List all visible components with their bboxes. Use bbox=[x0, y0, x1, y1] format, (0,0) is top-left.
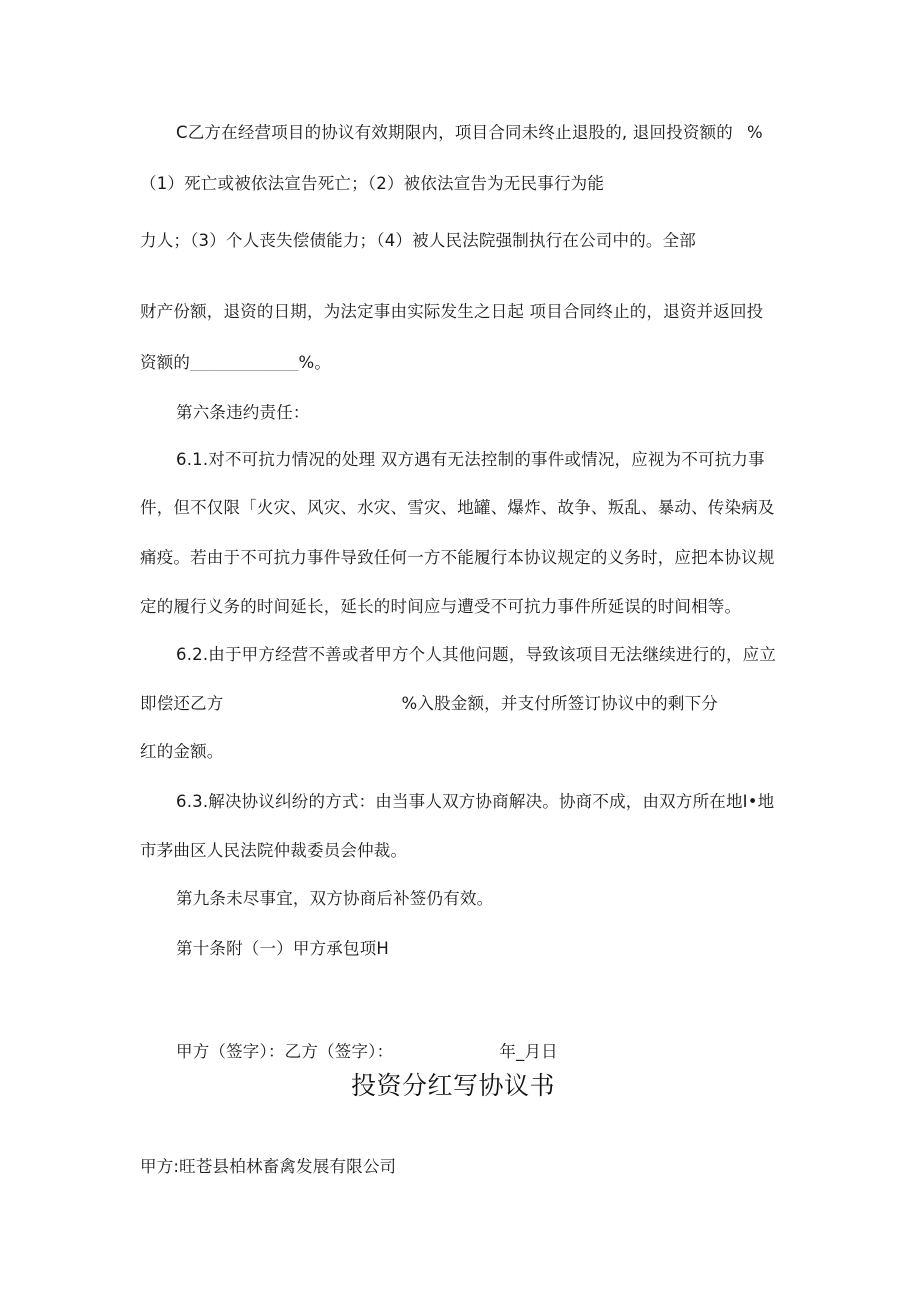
clause-6-3-line-2: 市茅曲区人民法院仲裁委员会仲裁。 bbox=[140, 841, 408, 860]
article-6-heading: 第六条违约责任： bbox=[176, 403, 310, 422]
clause-6-1-line-4: 定的履行义务的时间延长，延长的时间应与遭受不可抗力事件所延误的时间相等。 bbox=[140, 597, 742, 616]
party-a-line: 甲方:旺苍县柏林畜禽发展有限公司 bbox=[140, 1157, 397, 1176]
clause-6-2-suffix: %入股金额，并支付所签订协议中的剩下分 bbox=[401, 694, 718, 713]
refund-suffix: %。 bbox=[298, 353, 332, 372]
clause-6-2-line-1: 6.2.由于甲方经营不善或者甲方个人其他问题，导致该项目无法继续进行的，应立 bbox=[176, 645, 777, 664]
document-title: 投资分红写协议书 bbox=[351, 1071, 556, 1100]
clause-c-text: C乙方在经营项目的协议有效期限内，项目合同未终止退股的, 退回投资额的 bbox=[176, 123, 734, 142]
signature-parties: 甲方（签字）：乙方（签字）： bbox=[176, 1042, 394, 1061]
clause-c-percent: % bbox=[747, 123, 763, 142]
clause-6-1-line-2: 件，但不仅限「火灾、风灾、水灾、雪灾、地罐、爆炸、故争、叛乱、暴动、传染病及 bbox=[140, 498, 775, 517]
clause-6-1-line-1: 6.1.对不可抗力情况的处理 双方遇有无法控制的事件或情况，应视为不可抗力事 bbox=[176, 450, 765, 469]
clause-6-1-line-3: 痛疫。若由于不可抗力事件导致任何一方不能履行本协议规定的义务时，应把本协议规 bbox=[140, 548, 775, 567]
signature-date: 年_月日 bbox=[499, 1042, 558, 1061]
conditions-line-3: 财产份额，退资的日期，为法定事由实际发生之日起 项目合同终止的，退资并返回投 bbox=[140, 302, 764, 321]
clause-6-2-line-3: 红的金额。 bbox=[140, 742, 224, 761]
refund-blank: __________________ bbox=[190, 360, 299, 371]
conditions-line-2: 力人；（3）个人丧失偿债能力；（4）被人民法院强制执行在公司中的。全部 bbox=[140, 231, 696, 250]
clause-c-line bbox=[176, 121, 770, 145]
clause-6-2-prefix: 即偿还乙方 bbox=[140, 694, 224, 713]
clause-6-3-line-1: 6.3.解决协议纠纷的方式：由当事人双方协商解决。协商不成，由双方所在地I•地 bbox=[176, 792, 775, 811]
article-10: 第十条附（一）甲方承包项H bbox=[176, 939, 390, 958]
refund-line bbox=[140, 351, 331, 378]
refund-prefix: 资额的 bbox=[140, 353, 191, 372]
article-9: 第九条未尽事宜，双方协商后补签仍有效。 bbox=[176, 889, 494, 908]
conditions-line-1: （1）死亡或被依法宣告死亡；（2）被依法宣告为无民事行为能 bbox=[140, 174, 605, 193]
signature-line bbox=[176, 1040, 558, 1064]
clause-6-2-line-2 bbox=[140, 692, 718, 716]
